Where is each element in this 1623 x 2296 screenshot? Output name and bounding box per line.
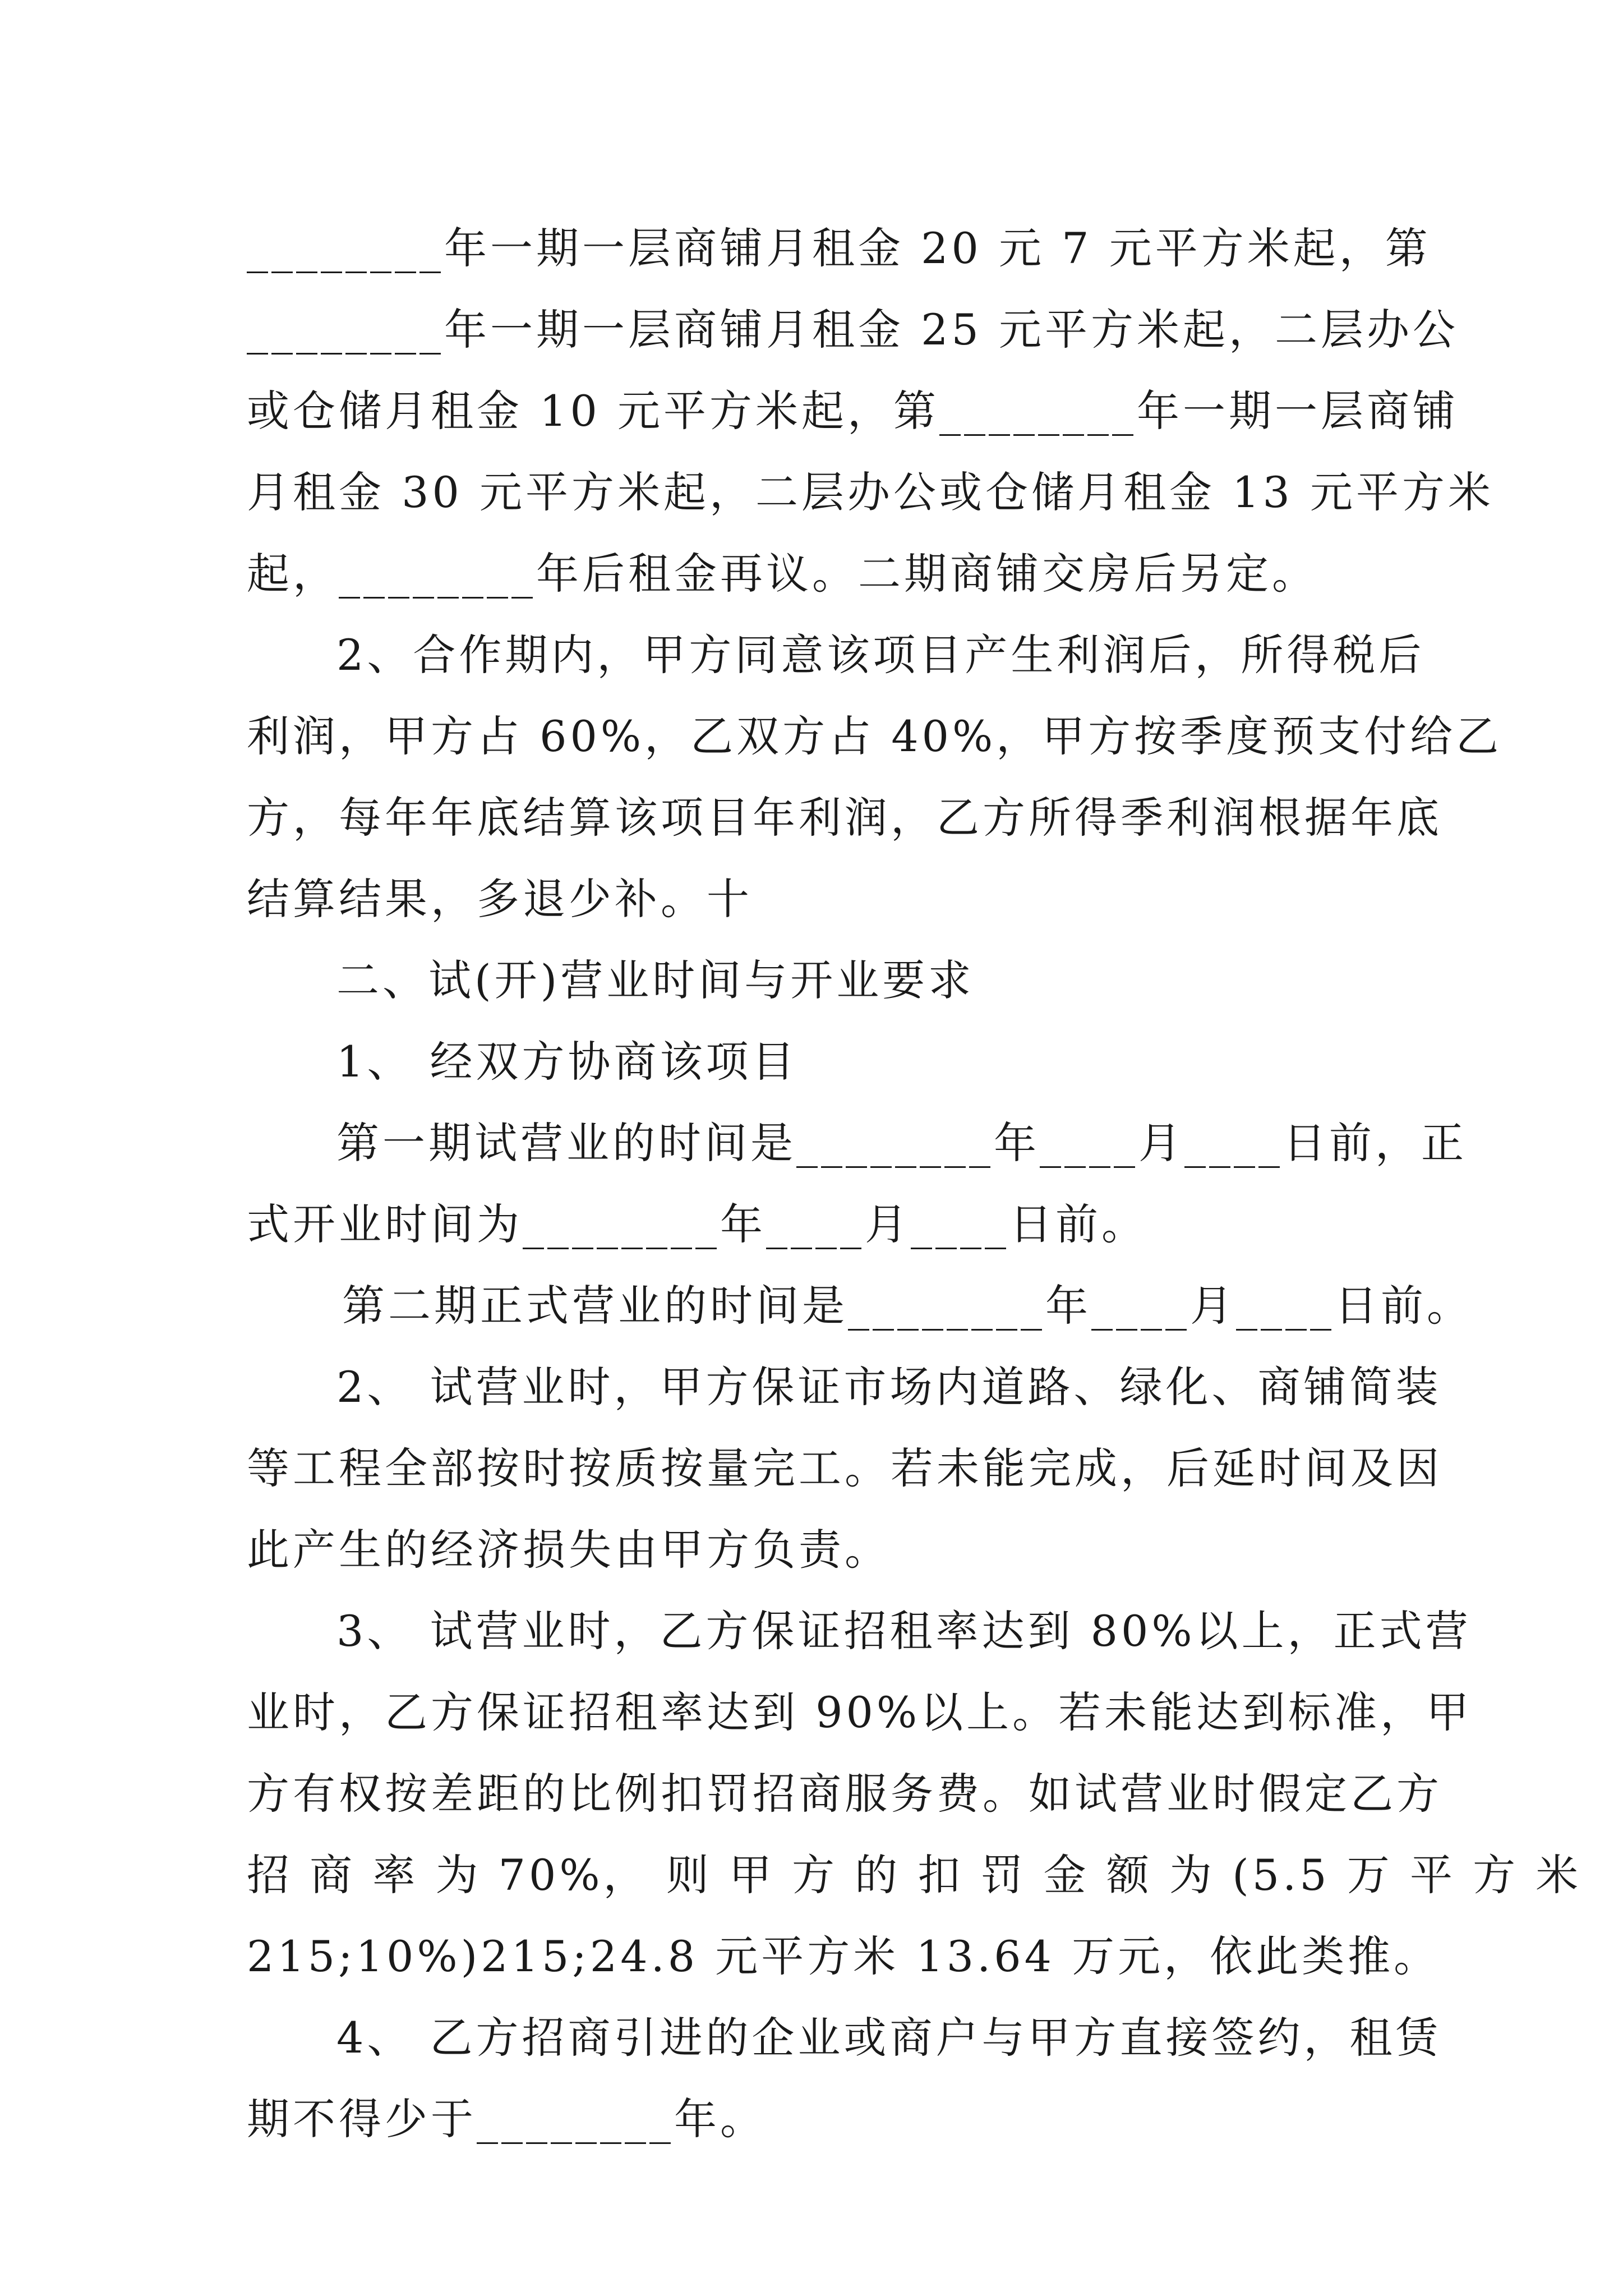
paragraph-start: 2、 试营业时，甲方保证市场内道路、绿化、商铺简装 <box>336 1362 1442 1412</box>
text-line: 方，每年年底结算该项目年利润，乙方所得季利润根据年底 <box>247 793 1442 843</box>
paragraph-start: 第一期试营业的时间是________年____月____日前，正 <box>336 1118 1467 1168</box>
paragraph-start: 1、 经双方协商该项目 <box>336 1037 798 1087</box>
text-line: 此产生的经济损失由甲方负责。 <box>247 1525 891 1575</box>
text-line: 业时，乙方保证招租率达到 90%以上。若未能达到标准，甲 <box>247 1687 1473 1737</box>
text-line: 或仓储月租金 10 元平方米起，第________年一期一层商铺 <box>247 386 1459 436</box>
text-line: 结算结果，多退少补。十 <box>247 874 753 924</box>
paragraph-start: 4、 乙方招商引进的企业或商户与甲方直接签约，租赁 <box>336 2013 1442 2063</box>
text-line: 招 商 率 为 70%， 则 甲 方 的 扣 罚 金 额 为 (5.5 万 平 方 米 <box>247 1850 1582 1900</box>
paragraph-start: 3、 试营业时，乙方保证招租率达到 80%以上，正式营 <box>336 1606 1472 1656</box>
text-line: 215;10%)215;24.8 元平方米 13.64 万元，依此类推。 <box>247 1931 1440 1981</box>
text-line: ________年一期一层商铺月租金 25 元平方米起，二层办公 <box>247 305 1459 355</box>
paragraph-start: 第二期正式营业的时间是________年____月____日前。 <box>342 1281 1473 1331</box>
text-line: 式开业时间为________年____月____日前。 <box>247 1199 1147 1249</box>
section-heading: 二、试(开)营业时间与开业要求 <box>336 955 975 1005</box>
text-line: 期不得少于________年。 <box>247 2094 766 2144</box>
text-line: 方有权按差距的比例扣罚招商服务费。如试营业时假定乙方 <box>247 1769 1442 1819</box>
text-line: 利润，甲方占 60%，乙双方占 40%，甲方按季度预支付给乙 <box>247 711 1502 761</box>
paragraph-start: 2、合作期内，甲方同意该项目产生利润后，所得税后 <box>336 630 1425 680</box>
document-body <box>247 208 1582 2160</box>
text-line: 等工程全部按时按质按量完工。若未能完成，后延时间及因 <box>247 1443 1442 1493</box>
text-line: ________年一期一层商铺月租金 20 元 7 元平方米起，第 <box>247 223 1431 273</box>
text-line: 起，________年后租金再议。二期商铺交房后另定。 <box>247 549 1318 599</box>
text-line: 月租金 30 元平方米起，二层办公或仓储月租金 13 元平方米 <box>247 467 1495 517</box>
